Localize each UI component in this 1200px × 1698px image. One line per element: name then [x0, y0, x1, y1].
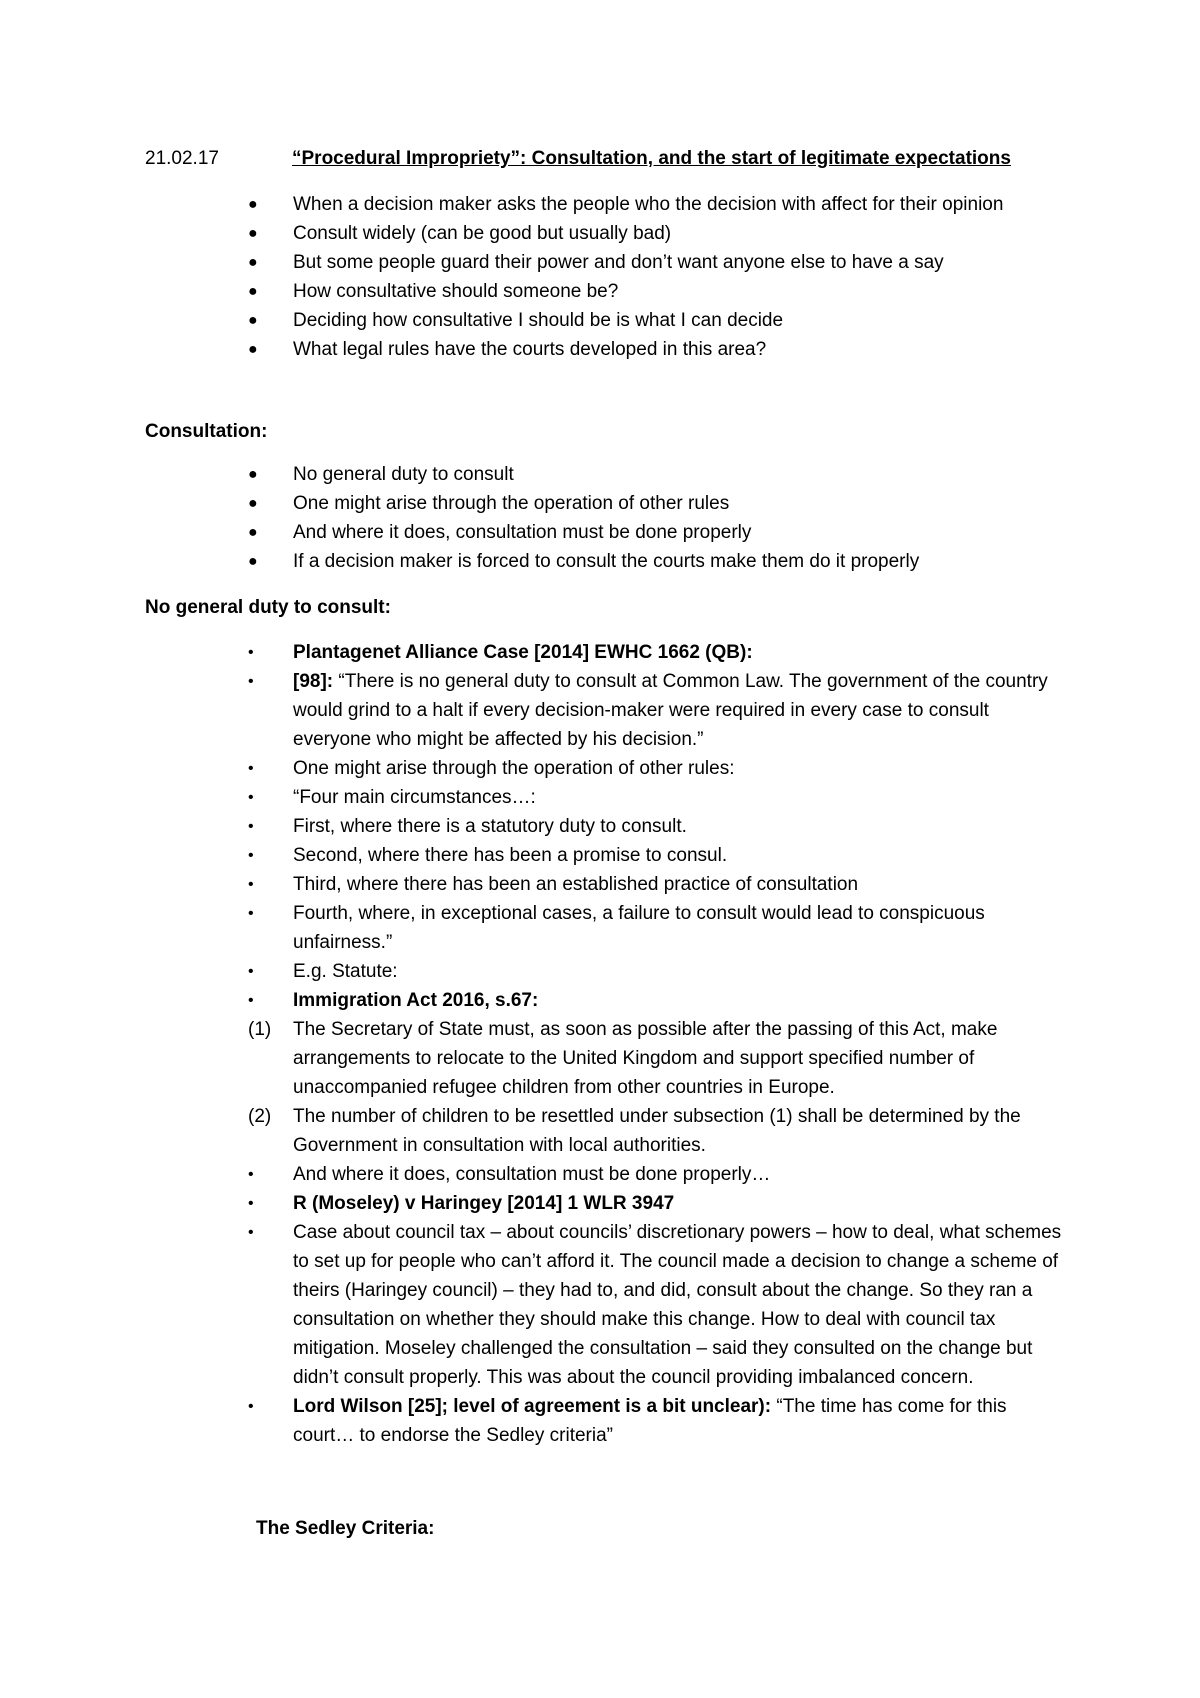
no-general-duty-list [0, 638, 1200, 1450]
list-item [0, 460, 1068, 489]
list-item [0, 1392, 1068, 1450]
list-item-text: No general duty to consult [293, 464, 514, 485]
case-citation: R (Moseley) v Haringey [2014] 1 WLR 3947 [293, 1193, 675, 1214]
list-item [0, 986, 1068, 1015]
list-item-text: Case about council tax – about councils’ discretionary powers – how to deal, what schemes to set up for people who can’t afford it. The council made a decision to change a scheme of theirs (Haringey council) – they had to, and did, consult about the change. So they ran a consultation on whether they should make this change. How to deal with council tax mitigation. Moseley challenged the consultation – said they consulted on the change but didn’t consult properly. This was about the council providing imbalanced concern. [293, 1222, 1062, 1388]
list-item-text: One might arise through the operation of other rules: [293, 758, 735, 779]
list-item [0, 335, 1068, 364]
bullet-icon: ● [248, 553, 258, 570]
list-item-text: E.g. Statute: [293, 961, 398, 982]
list-item [0, 899, 1068, 957]
bullet-icon: • [248, 992, 254, 1009]
bullet-icon: • [248, 1224, 254, 1241]
case-citation: Plantagenet Alliance Case [2014] EWHC 1662 (QB): [293, 642, 753, 663]
bullet-icon: • [248, 760, 254, 777]
list-item [0, 1218, 1068, 1392]
list-item [0, 248, 1068, 277]
bullet-icon: • [248, 1195, 254, 1212]
list-item [0, 190, 1068, 219]
bullet-icon: • [248, 963, 254, 980]
list-item-text: How consultative should someone be? [293, 281, 619, 302]
list-item [0, 754, 1068, 783]
bullet-icon: ● [248, 283, 258, 300]
bullet-icon: • [248, 1166, 254, 1183]
list-item [0, 1160, 1068, 1189]
subsection-number: (2) [248, 1106, 272, 1127]
list-item-text: “Four main circumstances…: [293, 787, 536, 808]
bullet-icon: ● [248, 254, 258, 271]
list-item-text: And where it does, consultation must be done properly [293, 522, 752, 543]
bullet-icon: ● [248, 524, 258, 541]
bullet-icon: • [248, 818, 254, 835]
list-item-text: Fourth, where, in exceptional cases, a failure to consult would lead to conspicuous unfairness.” [293, 903, 985, 953]
list-item [0, 1102, 1068, 1160]
bullet-icon: • [248, 876, 254, 893]
list-item [0, 518, 1068, 547]
subsection-number: (1) [248, 1019, 272, 1040]
list-item [0, 638, 1068, 667]
lecture-date: 21.02.17 [145, 148, 219, 169]
bullet-icon: ● [248, 225, 258, 242]
list-item-text: Deciding how consultative I should be is what I can decide [293, 310, 784, 331]
bullet-icon: ● [248, 466, 258, 483]
list-item-text: One might arise through the operation of other rules [293, 493, 730, 514]
bullet-icon: • [248, 789, 254, 806]
list-item-text: If a decision maker is forced to consult the courts make them do it properly [293, 551, 920, 572]
list-item-text: When a decision maker asks the people who the decision with affect for their opinion [293, 194, 1004, 215]
list-item [0, 219, 1068, 248]
list-item [0, 812, 1068, 841]
list-item [0, 870, 1068, 899]
list-item [0, 277, 1068, 306]
no-general-duty-heading: No general duty to consult: [145, 597, 391, 618]
bullet-icon: • [248, 673, 254, 690]
list-item-text: First, where there is a statutory duty to consult. [293, 816, 687, 837]
list-item [0, 957, 1068, 986]
bullet-icon: ● [248, 341, 258, 358]
list-item [0, 547, 1068, 576]
list-item-text: The Secretary of State must, as soon as possible after the passing of this Act, make arrangements to relocate to the United Kingdom and support specified number of unaccompanied refugee children from other countries in Europe. [293, 1019, 998, 1098]
list-item [0, 1189, 1068, 1218]
bullet-icon: ● [248, 312, 258, 329]
judge-reference: Lord Wilson [25]; level of agreement is a bit unclear): [293, 1396, 772, 1417]
list-item-text: “There is no general duty to consult at Common Law. The government of the country would grind to a halt if every decision-maker were required in every case to consult everyone who might be affected by his decision.” [293, 671, 1048, 750]
list-item-text: What legal rules have the courts developed in this area? [293, 339, 767, 360]
intro-list [0, 190, 1200, 364]
list-item [0, 667, 1068, 754]
list-item-text: And where it does, consultation must be done properly… [293, 1164, 771, 1185]
list-item-text: Third, where there has been an established practice of consultation [293, 874, 859, 895]
sedley-criteria-heading: The Sedley Criteria: [256, 1518, 435, 1539]
list-item-text: But some people guard their power and don’t want anyone else to have a say [293, 252, 944, 273]
bullet-icon: • [248, 1398, 254, 1415]
list-item [0, 1015, 1068, 1102]
paragraph-reference: [98]: [293, 671, 334, 692]
bullet-icon: ● [248, 196, 258, 213]
bullet-icon: • [248, 644, 254, 661]
list-item [0, 489, 1068, 518]
list-item-text: The number of children to be resettled under subsection (1) shall be determined by the Government in consultation with local authorities. [293, 1106, 1021, 1156]
document-title: “Procedural Impropriety”: Consultation, and the start of legitimate expectations [292, 148, 1011, 169]
consultation-heading: Consultation: [145, 421, 268, 442]
bullet-icon: • [248, 847, 254, 864]
statute-citation: Immigration Act 2016, s.67: [293, 990, 539, 1011]
list-item-text: Consult widely (can be good but usually bad) [293, 223, 672, 244]
bullet-icon: ● [248, 495, 258, 512]
list-item-text: Second, where there has been a promise to consul. [293, 845, 728, 866]
consultation-list [0, 460, 1200, 576]
list-item-text: “The time has come for this court… to endorse the Sedley criteria” [293, 1396, 1007, 1446]
list-item [0, 841, 1068, 870]
list-item [0, 306, 1068, 335]
bullet-icon: • [248, 905, 254, 922]
list-item [0, 783, 1068, 812]
